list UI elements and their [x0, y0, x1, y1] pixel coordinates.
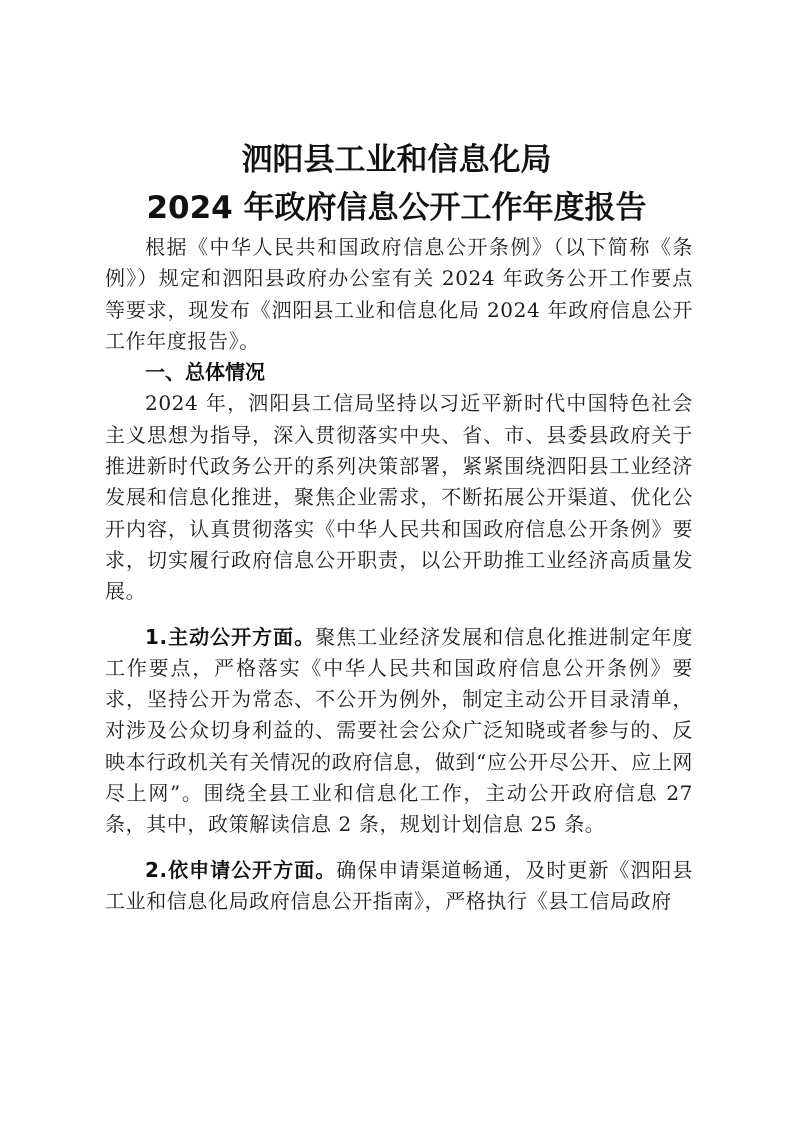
document-body [105, 232, 693, 917]
application-disclosure-lead: 2.依申请公开方面。 [145, 857, 337, 882]
proactive-disclosure-paragraph [105, 622, 693, 841]
document-title-line1: 泗阳县工业和信息化局 [241, 142, 552, 178]
document-title-line2: 2024 年政府信息公开工作年度报告 [146, 190, 647, 226]
application-disclosure-text: 确保申请渠道畅通，及时更新《泗阳县工业和信息化局政府信息公开指南》，严格执行《县工信局政府 [105, 857, 693, 913]
proactive-disclosure-text: 聚焦工业经济发展和信息化推进制定年度工作要点，严格落实《中华人民共和国政府信息公开条例》要求，坚持公开为常态、不公开为例外，制定主动公开目录清单，对涉及公众切身利益的、需要社会公众广泛知晓或者参与的、反映本行政机关有关情况的政府信息，做到“应公开尽公开、应上网尽上网”。围绕全县工业和信息化工作，主动公开政府信息 27 条，其中，政策解读信息 2 条，规划计划信息 25 条。 [105, 624, 693, 837]
proactive-disclosure-lead: 1.主动公开方面。 [145, 624, 316, 649]
overview-paragraph: 2024 年，泗阳县工信局坚持以习近平新时代中国特色社会主义思想为指导，深入贯彻落实中央、省、市、县委县政府关于推进新时代政务公开的系列决策部署，紧紧围绕泗阳县工业经济发展和信息化推进，聚焦企业需求，不断拓展公开渠道、优化公开内容，认真贯彻落实《中华人民共和国政府信息公开条例》要求，切实履行政府信息公开职责，以公开助推工业经济高质量发展。 [105, 391, 693, 604]
section-heading-overview: 一、总体情况 [145, 360, 265, 385]
intro-paragraph: 根据《中华人民共和国政府信息公开条例》（以下简称《条例》）规定和泗阳县政府办公室有关 2024 年政务公开工作要点等要求，现发布《泗阳县工业和信息化局 2024 年政府信息公开工作年度报告》。 [105, 235, 693, 353]
application-disclosure-paragraph [105, 855, 693, 918]
